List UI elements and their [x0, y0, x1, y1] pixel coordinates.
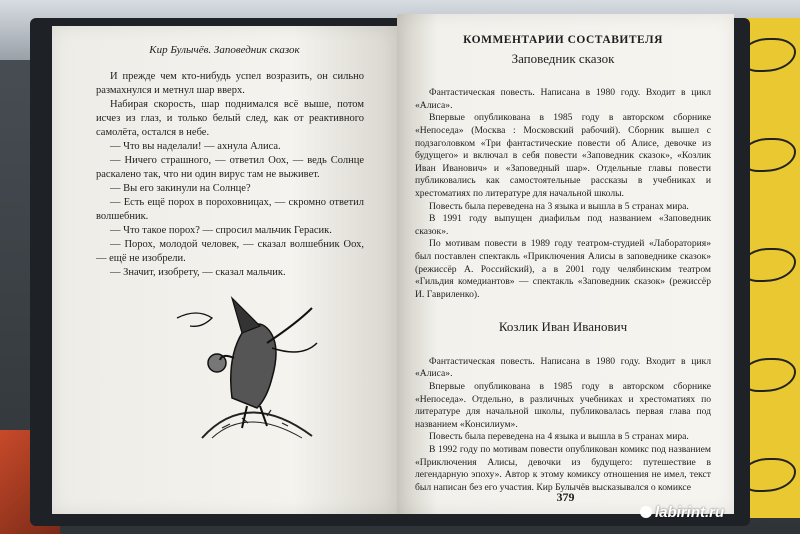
- paragraph: И прежде чем кто-нибудь успел возразить, он сильно размахнулся и метнул шар вверх.: [96, 71, 364, 96]
- right-page: [397, 14, 734, 514]
- paragraph: — Вы его закинули на Солнце?: [110, 183, 251, 194]
- cover-doodle: [742, 38, 796, 72]
- cover-doodle: [742, 458, 796, 492]
- cover-doodle: [742, 138, 796, 172]
- paragraph: — Порох, молодой человек, — сказал волшебник Оох, — ещё не изобрели.: [96, 239, 364, 264]
- paragraph: По мотивам повести в 1989 году театром-студией «Лаборатория» был поставлен спектакль «Приключения Алисы в заповеднике сказок» (режиссёр А. Российский), а в 2001 году челябинским театром «Гильдия комедиантов» — спектакль «Заповедник сказок» (режиссёр И. Гавриленко).: [415, 238, 711, 300]
- page-number: 379: [556, 490, 575, 504]
- paragraph: — Что вы наделали! — ахнула Алиса.: [110, 141, 281, 152]
- paragraph: Фантастическая повесть. Написана в 1980 году. Входит в цикл «Алиса».: [415, 355, 711, 380]
- paragraph: Набирая скорость, шар поднимался всё выше, потом исчез из глаз, и только белый след, как от реактивного самолёта, остался в небе.: [96, 99, 364, 138]
- cover-doodle: [742, 248, 796, 282]
- paragraph: — Что такое порох? — спросил мальчик Герасик.: [110, 225, 332, 236]
- watermark-text: labirint.ru: [655, 504, 725, 521]
- watermark: [640, 504, 800, 526]
- paragraph: — Значит, изобрету, — сказал мальчик.: [110, 267, 286, 278]
- section-heading: Заповедник сказок: [511, 50, 615, 66]
- wizard-on-globe-icon: [172, 288, 322, 448]
- paragraph: Впервые опубликована в 1985 году в авторском сборнике «Непоседа» (Москва : Московский рабочий). Сборник вышел с подзаголовком «Три фантастические повести об Алисе, девочке из будущего» и включал в себя повести «Заповедник сказок», «Козлик Иван Иванович» и «Заповедный шар». Отдельные главы повести публиковались как самостоятельные рассказы в учебниках и хрестоматиях по литературе для начальной школы.: [415, 112, 711, 199]
- left-page: [52, 26, 397, 514]
- left-page-text: [96, 70, 364, 280]
- paragraph: Повесть была переведена на 4 языка и вышла в 5 странах мира.: [429, 431, 689, 443]
- running-header: Кир Булычёв. Заповедник сказок: [149, 44, 300, 56]
- paragraph: Фантастическая повесть. Написана в 1980 году. Входит в цикл «Алиса».: [415, 87, 711, 111]
- paragraph: Впервые опубликована в 1985 году в авторском сборнике «Непоседа». Отдельно, в различных учебниках и хрестоматиях по литературе для начальной школы, публиковалась первая глава под названием «Консилиум».: [415, 381, 711, 430]
- paragraph: В 1991 году выпущен диафильм под названием «Заповедник сказок».: [415, 213, 711, 237]
- paragraph: — Ничего страшного, — ответил Оох, — ведь Солнце раскалено так, что ни один вирус там не выживет.: [96, 155, 364, 180]
- paragraph: — Есть ещё порох в пороховницах, — скромно ответил волшебник.: [96, 197, 364, 222]
- commentary-title: КОММЕНТАРИИ СОСТАВИТЕЛЯ: [463, 34, 663, 46]
- section-heading: Козлик Иван Иванович: [498, 319, 628, 335]
- commentary-text: [415, 34, 711, 494]
- cover-doodle: [742, 358, 796, 392]
- labirint-logo-icon: [640, 506, 652, 518]
- paragraph: Повесть была переведена на 3 языка и вышла в 5 странах мира.: [429, 200, 689, 212]
- paragraph: В 1992 году по мотивам повести опубликован комикс под названием «Приключения Алисы, девочки из будущего: путешествие в легендарную эпоху». Автор к этому комиксу отношения не имел, текст был написан без его участия. Кир Булычёв высказывался о комиксе: [415, 444, 711, 493]
